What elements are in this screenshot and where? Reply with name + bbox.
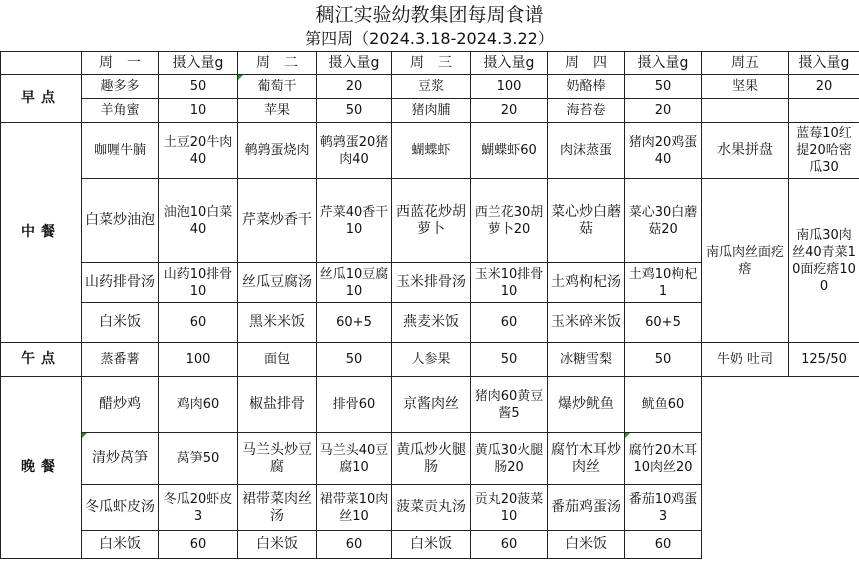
header-mon-qty: 摄入量g (159, 52, 238, 75)
dish-cell: 爆炒鱿鱼 (548, 377, 625, 433)
qty-cell: 20 (789, 75, 859, 99)
dish-cell: 清炒莴笋 (82, 433, 159, 485)
dinner-row-1 (1, 377, 859, 433)
qty-cell: 黄瓜30火腿肠20 (471, 433, 548, 485)
header-row (1, 52, 859, 75)
breakfast-row-1 (1, 75, 859, 99)
dish-cell: 醋炒鸡 (82, 377, 159, 433)
dish-cell: 芹菜炒香干 (238, 179, 317, 263)
week-subtitle: 第四周（2024.3.18-2024.3.22） (305, 29, 554, 48)
dish-cell: 土鸡枸杞汤 (548, 263, 625, 303)
qty-cell: 10 (159, 99, 238, 123)
qty-cell: 60 (317, 531, 392, 559)
dish-cell: 白米饭 (82, 531, 159, 559)
header-mon: 周 一 (82, 52, 159, 75)
qty-cell: 猪肉20鸡蛋40 (625, 123, 702, 179)
qty-cell: 20 (625, 99, 702, 123)
qty-cell: 猪肉60黄豆酱5 (471, 377, 548, 433)
qty-cell: 50 (317, 99, 392, 123)
header-thu-qty: 摄入量g (625, 52, 702, 75)
empty-cell (702, 377, 789, 559)
dish-cell: 豆浆 (392, 75, 471, 99)
qty-cell-fri-noodle: 南瓜30肉丝40青菜10面疙瘩100 (789, 179, 859, 343)
dish-cell: 白米饭 (238, 531, 317, 559)
header-fri-qty: 摄入量g (789, 52, 859, 75)
qty-cell: 50 (317, 343, 392, 377)
dish-cell: 番茄鸡蛋汤 (548, 485, 625, 531)
dish-cell: 人参果 (392, 343, 471, 377)
weekly-menu-table (0, 51, 859, 559)
qty-cell: 60 (471, 531, 548, 559)
header-fri: 周五 (702, 52, 789, 75)
header-wed-qty: 摄入量g (471, 52, 548, 75)
dish-cell: 葡萄干 (238, 75, 317, 99)
qty-cell: 60 (625, 531, 702, 559)
header-tue-qty: 摄入量g (317, 52, 392, 75)
dish-cell: 腐竹木耳炒肉丝 (548, 433, 625, 485)
qty-cell: 马兰头40豆腐10 (317, 433, 392, 485)
qty-cell: 裙带菜10肉丝10 (317, 485, 392, 531)
dish-cell: 猪肉脯 (392, 99, 471, 123)
qty-cell: 鸡肉60 (159, 377, 238, 433)
breakfast-row-2 (1, 99, 859, 123)
dish-cell: 海苔卷 (548, 99, 625, 123)
dish-cell: 冰糖雪梨 (548, 343, 625, 377)
dish-cell: 牛奶 吐司 (702, 343, 789, 377)
empty-cell (789, 377, 859, 559)
qty-cell: 腐竹20木耳10肉丝20 (625, 433, 702, 485)
dish-cell: 马兰头炒豆腐 (238, 433, 317, 485)
qty-cell: 50 (159, 75, 238, 99)
qty-cell: 50 (471, 343, 548, 377)
qty-cell: 排骨60 (317, 377, 392, 433)
header-wed: 周 三 (392, 52, 471, 75)
dish-cell: 椒盐排骨 (238, 377, 317, 433)
empty-cell (789, 99, 859, 123)
qty-cell: 60+5 (625, 303, 702, 343)
lunch-row-1 (1, 123, 859, 179)
dish-cell: 咖喱牛腩 (82, 123, 159, 179)
dish-cell: 白米饭 (82, 303, 159, 343)
qty-cell: 番茄10鸡蛋3 (625, 485, 702, 531)
qty-cell: 20 (317, 75, 392, 99)
dish-cell: 玉米排骨汤 (392, 263, 471, 303)
qty-cell: 土鸡10枸杞1 (625, 263, 702, 303)
qty-cell: 菜心30白蘑菇20 (625, 179, 702, 263)
dish-cell: 肉沫蒸蛋 (548, 123, 625, 179)
dish-cell-fri-fruit: 水果拼盘 (702, 123, 789, 179)
qty-cell: 鹌鹑蛋20猪肉40 (317, 123, 392, 179)
dish-cell: 白米饭 (548, 531, 625, 559)
dish-cell: 苹果 (238, 99, 317, 123)
dish-cell: 裙带菜肉丝汤 (238, 485, 317, 531)
page-title: 稠江实验幼教集团每周食谱 (315, 4, 544, 26)
dish-cell: 山药排骨汤 (82, 263, 159, 303)
qty-cell: 玉米10排骨10 (471, 263, 548, 303)
qty-cell: 鱿鱼60 (625, 377, 702, 433)
qty-cell: 西兰花30胡萝卜20 (471, 179, 548, 263)
qty-cell: 60 (471, 303, 548, 343)
dish-cell: 蝴蝶虾 (392, 123, 471, 179)
qty-cell: 60 (159, 531, 238, 559)
meal-label-breakfast: 早点 (1, 75, 82, 123)
dish-cell: 玉米碎米饭 (548, 303, 625, 343)
qty-cell: 20 (471, 99, 548, 123)
dish-cell: 趣多多 (82, 75, 159, 99)
qty-cell: 贡丸20菠菜10 (471, 485, 548, 531)
qty-cell: 100 (471, 75, 548, 99)
qty-cell: 莴笋50 (159, 433, 238, 485)
qty-cell: 50 (625, 75, 702, 99)
dish-cell: 白菜炒油泡 (82, 179, 159, 263)
qty-cell: 芹菜40香干10 (317, 179, 392, 263)
dish-cell: 蒸番薯 (82, 343, 159, 377)
qty-cell: 蝴蝶虾60 (471, 123, 548, 179)
dish-cell: 丝瓜豆腐汤 (238, 263, 317, 303)
meal-label-lunch: 中餐 (1, 123, 82, 343)
qty-cell: 丝瓜10豆腐10 (317, 263, 392, 303)
dish-cell: 燕麦米饭 (392, 303, 471, 343)
qty-cell-fri-fruit: 蓝莓10红提20哈密瓜30 (789, 123, 859, 179)
header-thu: 周 四 (548, 52, 625, 75)
snack-row (1, 343, 859, 377)
dish-cell: 京酱肉丝 (392, 377, 471, 433)
dish-cell: 坚果 (702, 75, 789, 99)
qty-cell: 100 (159, 343, 238, 377)
qty-cell: 50 (625, 343, 702, 377)
header-tue: 周 二 (238, 52, 317, 75)
empty-cell (702, 99, 789, 123)
dish-cell: 鹌鹑蛋烧肉 (238, 123, 317, 179)
dish-cell: 黑米米饭 (238, 303, 317, 343)
qty-cell: 60+5 (317, 303, 392, 343)
dish-cell: 白米饭 (392, 531, 471, 559)
dish-cell: 冬瓜虾皮汤 (82, 485, 159, 531)
dish-cell: 黄瓜炒火腿肠 (392, 433, 471, 485)
qty-cell: 土豆20牛肉40 (159, 123, 238, 179)
qty-cell: 冬瓜20虾皮3 (159, 485, 238, 531)
dish-cell: 菜心炒白蘑菇 (548, 179, 625, 263)
dish-cell: 西蓝花炒胡萝卜 (392, 179, 471, 263)
dish-cell-fri-noodle: 南瓜肉丝面疙瘩 (702, 179, 789, 343)
meal-label-snack: 午点 (1, 343, 82, 377)
dish-cell: 菠菜贡丸汤 (392, 485, 471, 531)
qty-cell: 60 (159, 303, 238, 343)
qty-cell: 125/50 (789, 343, 859, 377)
qty-cell: 油泡10白菜40 (159, 179, 238, 263)
corner-cell (1, 52, 82, 75)
lunch-row-2 (1, 179, 859, 263)
dish-cell: 奶酪棒 (548, 75, 625, 99)
dish-cell: 羊角蜜 (82, 99, 159, 123)
qty-cell: 山药10排骨10 (159, 263, 238, 303)
meal-label-dinner: 晚餐 (1, 377, 82, 559)
dish-cell: 面包 (238, 343, 317, 377)
